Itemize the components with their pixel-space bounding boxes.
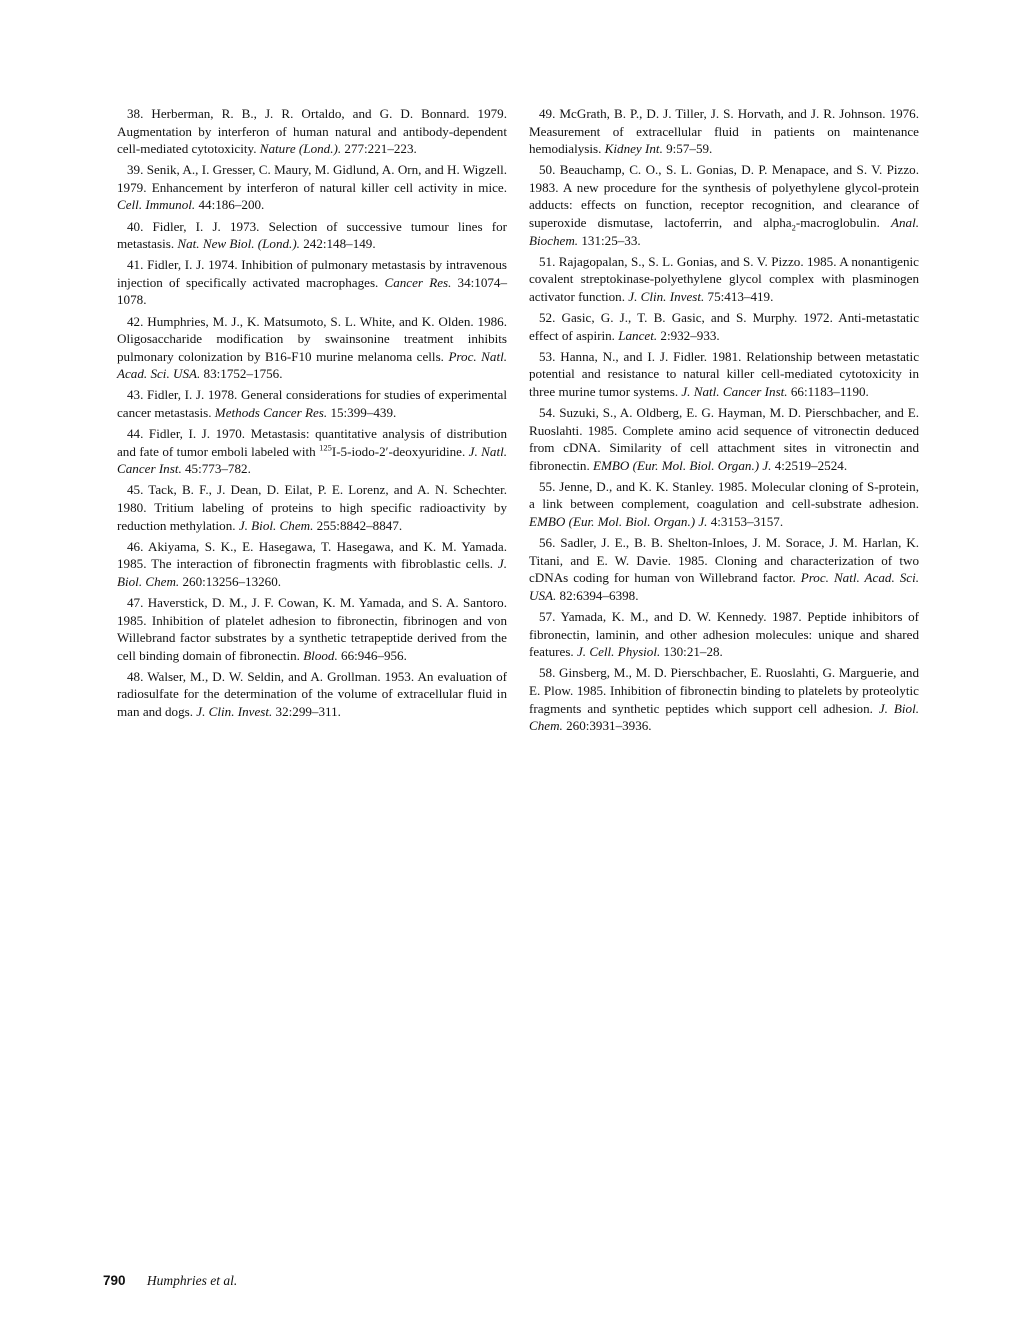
- reference-53: 53. Hanna, N., and I. J. Fidler. 1981. Relationship between metastatic potential and resistance to natural killer cell-mediated cytotoxicity in three murine tumor systems. J. Natl. Cancer Inst. 66:1183–1190.: [529, 348, 920, 399]
- reference-50: 50. Beauchamp, C. O., S. L. Gonias, D. P. Menapace, and S. V. Pizzo. 1983. A new procedure for the synthesis of polyethylene glycol-protein adducts: effects on function, receptor recognition, and clearance of superoxide dismutase, lactoferrin, and alpha$_2$-macroglobulin. Anal. Biochem. 131:25–33.: [529, 162, 919, 248]
- references-right-column: [529, 105, 919, 738]
- reference-45: 45. Tack, B. F., J. Dean, D. Eilat, P. E. Lorenz, and A. N. Schechter. 1980. Tritium labeling of proteins to high specific radioactivity by reduction methylation. J. Biol. Chem. 255:8842–8847.: [117, 482, 507, 533]
- page-footer: [103, 1273, 237, 1289]
- reference-43: 43. Fidler, I. J. 1978. General considerations for studies of experimental cancer metastasis. Methods Cancer Res. 15:399–439.: [117, 387, 507, 420]
- reference-44: 44. Fidler, I. J. 1970. Metastasis: quantitative analysis of distribution and fate of tumor emboli labeled with $^{125}$I-5-iodo-2′-deoxyuridine. J. Natl. Cancer Inst. 45:773–782.: [117, 426, 508, 477]
- reference-49: 49. McGrath, B. P., D. J. Tiller, J. S. Horvath, and J. R. Johnson. 1976. Measurement of extracellular fluid in patients on maintenance hemodialysis. Kidney Int. 9:57–59.: [529, 106, 920, 157]
- reference-57: 57. Yamada, K. M., and D. W. Kennedy. 1987. Peptide inhibitors of fibronectin, laminin, and other adhesion molecules: unique and shared features. J. Cell. Physiol. 130:21–28.: [529, 609, 920, 660]
- reference-56: 56. Sadler, J. E., B. B. Shelton-Inloes, J. M. Sorace, J. M. Harlan, K. Titani, and E. W. Davie. 1985. Cloning and characterization of two cDNAs coding for human von Willebrand factor. Proc. Natl. Acad. Sci. USA. 82:6394–6398.: [529, 535, 919, 603]
- references-left-column: [117, 105, 507, 724]
- reference-48: 48. Walser, M., D. W. Seldin, and A. Grollman. 1953. An evaluation of radiosulfate for the determination of the volume of extracellular fluid in man and dogs. J. Clin. Invest. 32:299–311.: [117, 668, 508, 719]
- reference-46: 46. Akiyama, S. K., E. Hasegawa, T. Hasegawa, and K. M. Yamada. 1985. The interaction of fibronectin fragments with fibroblastic cells. J. Biol. Chem. 260:13256–13260.: [117, 538, 507, 589]
- reference-52: 52. Gasic, G. J., T. B. Gasic, and S. Murphy. 1972. Anti-metastatic effect of aspirin. Lancet. 2:932–933.: [529, 310, 920, 343]
- page-number: 790: [103, 1273, 126, 1288]
- reference-41: 41. Fidler, I. J. 1974. Inhibition of pulmonary metastasis by intravenous injection of specifically activated macrophages. Cancer Res. 34:1074–1078.: [117, 257, 508, 308]
- reference-54: 54. Suzuki, S., A. Oldberg, E. G. Hayman, M. D. Pierschbacher, and E. Ruoslahti. 1985. Complete amino acid sequence of vitronectin deduced from cDNA. Similarity of cell attachment sites in vitronectin and fibronectin. EMBO (Eur. Mol. Biol. Organ.) J. 4:2519–2524.: [529, 405, 919, 473]
- reference-51: 51. Rajagopalan, S., S. L. Gonias, and S. V. Pizzo. 1985. A nonantigenic covalent streptokinase-polyethylene glycol complex with plasminogen activator function. J. Clin. Invest. 75:413–419.: [529, 253, 919, 304]
- reference-47: 47. Haverstick, D. M., J. F. Cowan, K. M. Yamada, and S. A. Santoro. 1985. Inhibition of platelet adhesion to fibronectin, fibrinogen and von Willebrand factor substrates by a synthetic tetrapeptide derived from the cell binding domain of fibronectin. Blood. 66:946–956.: [117, 594, 508, 663]
- running-author: Humphries et al.: [146, 1273, 238, 1288]
- reference-42: 42. Humphries, M. J., K. Matsumoto, S. L. White, and K. Olden. 1986. Oligosaccharide modification by swainsonine treatment inhibits pulmonary colonization by B16-F10 murine melanoma cells. Proc. Natl. Acad. Sci. USA. 83:1752–1756.: [117, 313, 508, 382]
- reference-55: 55. Jenne, D., and K. K. Stanley. 1985. Molecular cloning of S-protein, a link between complement, coagulation and cell-substrate adhesion. EMBO (Eur. Mol. Biol. Organ.) J. 4:3153–3157.: [529, 478, 919, 530]
- reference-39: 39. Senik, A., I. Gresser, C. Maury, M. Gidlund, A. Orn, and H. Wigzell. 1979. Enhancement by interferon of natural killer cell activity in mice. Cell. Immunol. 44:186–200.: [117, 162, 508, 213]
- reference-40: 40. Fidler, I. J. 1973. Selection of successive tumour lines for metastasis. Nat. New Biol. (Lond.). 242:148–149.: [117, 218, 508, 252]
- reference-58: 58. Ginsberg, M., M. D. Pierschbacher, E. Ruoslahti, G. Marguerie, and E. Plow. 1985. Inhibition of fibronectin binding to platelets by proteolytic fragments and synthetic peptides which support cell adhesion. J. Biol. Chem. 260:3931–3936.: [529, 665, 919, 734]
- reference-38: 38. Herberman, R. B., J. R. Ortaldo, and G. D. Bonnard. 1979. Augmentation by interferon of human natural and antibody-dependent cell-mediated cytotoxicity. Nature (Lond.). 277:221–223.: [117, 106, 508, 157]
